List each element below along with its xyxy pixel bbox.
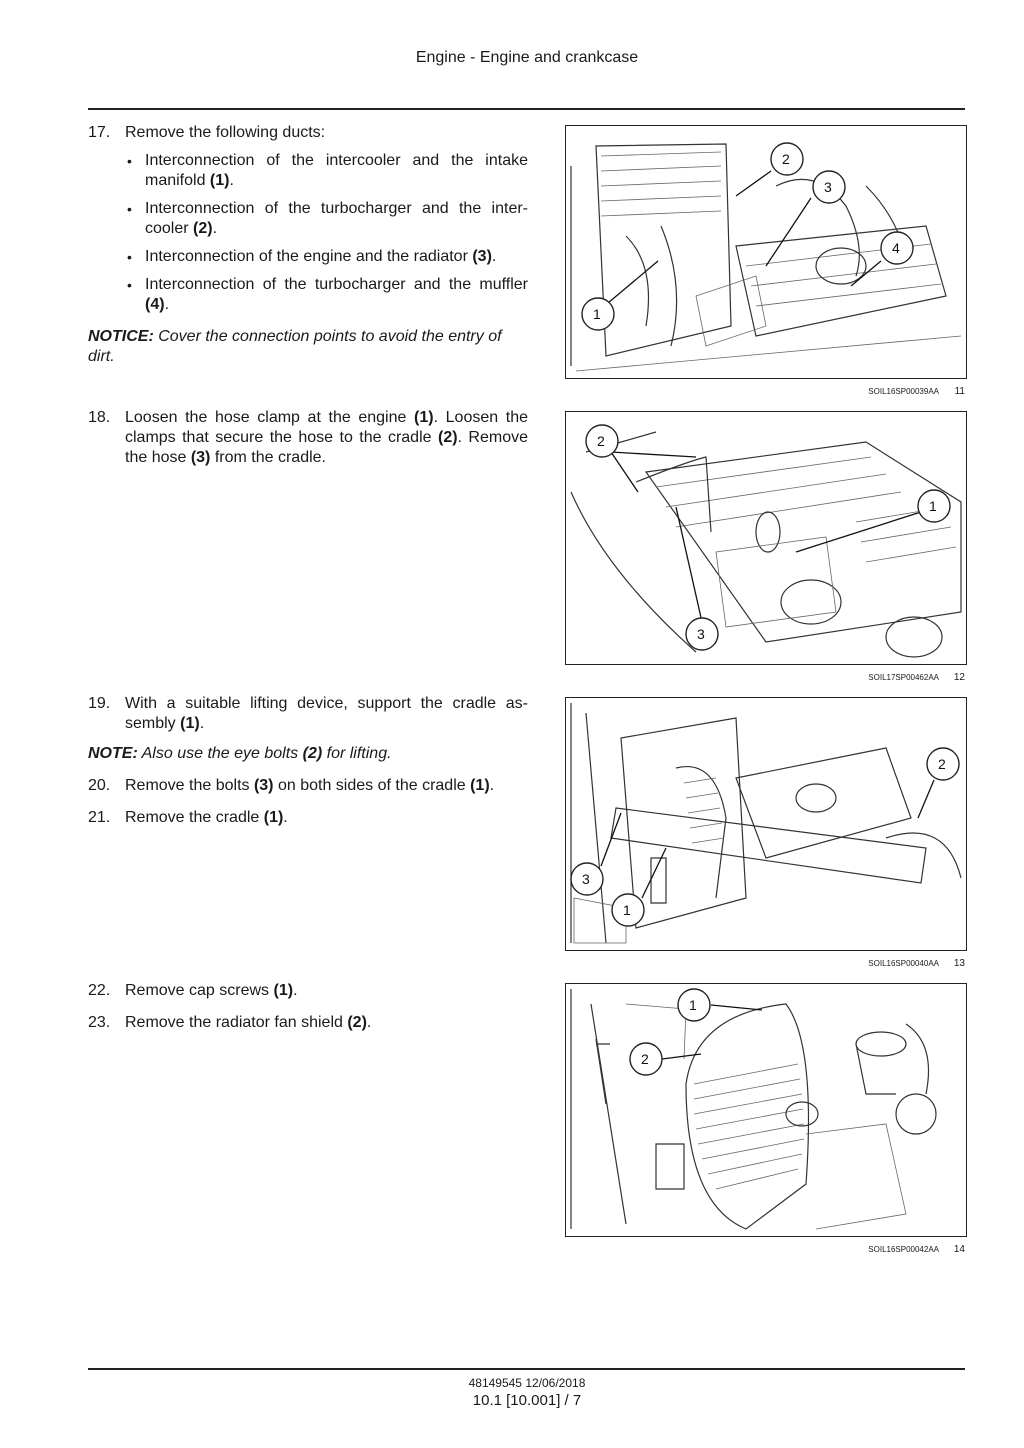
- figure-code: SOIL17SP00462AA: [868, 673, 939, 682]
- footer-rule: [88, 1368, 965, 1370]
- svg-text:1: 1: [689, 997, 697, 1013]
- figure-14-illustration: [565, 983, 967, 1237]
- engine-line-art: [571, 989, 936, 1229]
- callout-1: [918, 490, 950, 522]
- callout-1: [612, 894, 644, 926]
- svg-text:1: 1: [623, 902, 631, 918]
- callout-2: [927, 748, 959, 780]
- callout-2: [771, 143, 803, 175]
- note-paragraph: NOTE: Also use the eye bolts (2) for lifting.: [88, 745, 392, 762]
- step-number: 18.: [88, 409, 111, 426]
- list-item: • Interconnection of the intercooler and the intake manifold (1).: [145, 151, 528, 191]
- svg-text:2: 2: [938, 756, 946, 772]
- svg-text:1: 1: [929, 498, 937, 514]
- list-item: • Interconnection of the turbocharger and the muffler (4).: [145, 275, 528, 315]
- figure-13-illustration: [565, 697, 967, 951]
- notice-label: NOTICE:: [88, 328, 154, 345]
- svg-text:3: 3: [582, 871, 590, 887]
- figure-number: 13: [953, 958, 965, 969]
- step-number: 17.: [88, 124, 111, 141]
- step-17-block: [88, 123, 528, 367]
- step-22-23-block: [88, 981, 528, 1043]
- duct-list: [125, 151, 528, 315]
- figure-code: SOIL16SP00040AA: [868, 959, 939, 968]
- figure-code: SOIL16SP00042AA: [868, 1245, 939, 1254]
- svg-text:2: 2: [641, 1051, 649, 1067]
- footer-page-number: 10.1 [10.001] / 7: [472, 1392, 582, 1409]
- figure-11-illustration: [565, 125, 967, 379]
- step-number: 22.: [88, 982, 111, 999]
- figure-number: 11: [954, 386, 965, 397]
- callout-3: [813, 171, 845, 203]
- figure-number: 14: [953, 1244, 965, 1255]
- callout-3: [686, 618, 718, 650]
- notice-text: Cover the connection points to avoid the entry of dirt.: [88, 328, 502, 365]
- svg-text:3: 3: [697, 626, 705, 642]
- step-19: 19. With a suitable lifting device, support the cradle as-sembly (1).: [88, 695, 528, 732]
- callout-3: [571, 863, 603, 895]
- engine-line-art: [571, 432, 961, 657]
- callout-1: [582, 298, 614, 330]
- step-22: 22. Remove cap screws (1).: [88, 982, 298, 999]
- step-text: Remove the following ducts:: [125, 124, 326, 141]
- figure-11-caption: [565, 386, 965, 397]
- svg-text:2: 2: [782, 151, 790, 167]
- callout-2: [586, 425, 618, 457]
- callout-4: [881, 232, 913, 264]
- figure-12-caption: [565, 672, 965, 683]
- callout-2: [630, 1043, 662, 1075]
- list-item: • Interconnection of the turbocharger and the inter-cooler (2).: [145, 199, 528, 239]
- notice-paragraph: [88, 327, 528, 367]
- page-header-title: Engine - Engine and crankcase: [415, 49, 639, 66]
- step-17: [88, 123, 528, 315]
- svg-text:3: 3: [824, 179, 832, 195]
- step-number: 20.: [88, 777, 111, 794]
- footer-document-id: 48149545 12/06/2018: [468, 1376, 586, 1390]
- step-number: 19.: [88, 695, 111, 712]
- figure-13-caption: [565, 958, 965, 969]
- step-19-21-block: [88, 694, 528, 838]
- figure-14-caption: [565, 1244, 965, 1255]
- figure-12-illustration: [565, 411, 967, 665]
- step-number: 23.: [88, 1014, 111, 1031]
- note-label: NOTE:: [88, 745, 138, 762]
- svg-text:1: 1: [593, 306, 601, 322]
- step-18-block: [88, 408, 528, 478]
- svg-text:4: 4: [892, 240, 900, 256]
- step-number: 21.: [88, 809, 111, 826]
- step-21: 21. Remove the cradle (1).: [88, 809, 288, 826]
- figure-code: SOIL16SP00039AA: [868, 387, 939, 396]
- header-rule: [88, 108, 965, 110]
- list-item: • Interconnection of the engine and the radiator (3).: [145, 247, 528, 267]
- step-23: 23. Remove the radiator fan shield (2).: [88, 1014, 372, 1031]
- step-20: 20. Remove the bolts (3) on both sides of the cradle (1).: [88, 777, 495, 794]
- step-18: 18. Loosen the hose clamp at the engine (1). Loosen the clamps that secure the hose to the cradle (2). Remove the hose (3) from the cradle.: [88, 409, 529, 466]
- svg-text:2: 2: [597, 433, 605, 449]
- figure-number: 12: [953, 672, 965, 683]
- leader-lines: [601, 780, 934, 898]
- leader-lines: [611, 452, 921, 622]
- callout-1: [678, 989, 710, 1021]
